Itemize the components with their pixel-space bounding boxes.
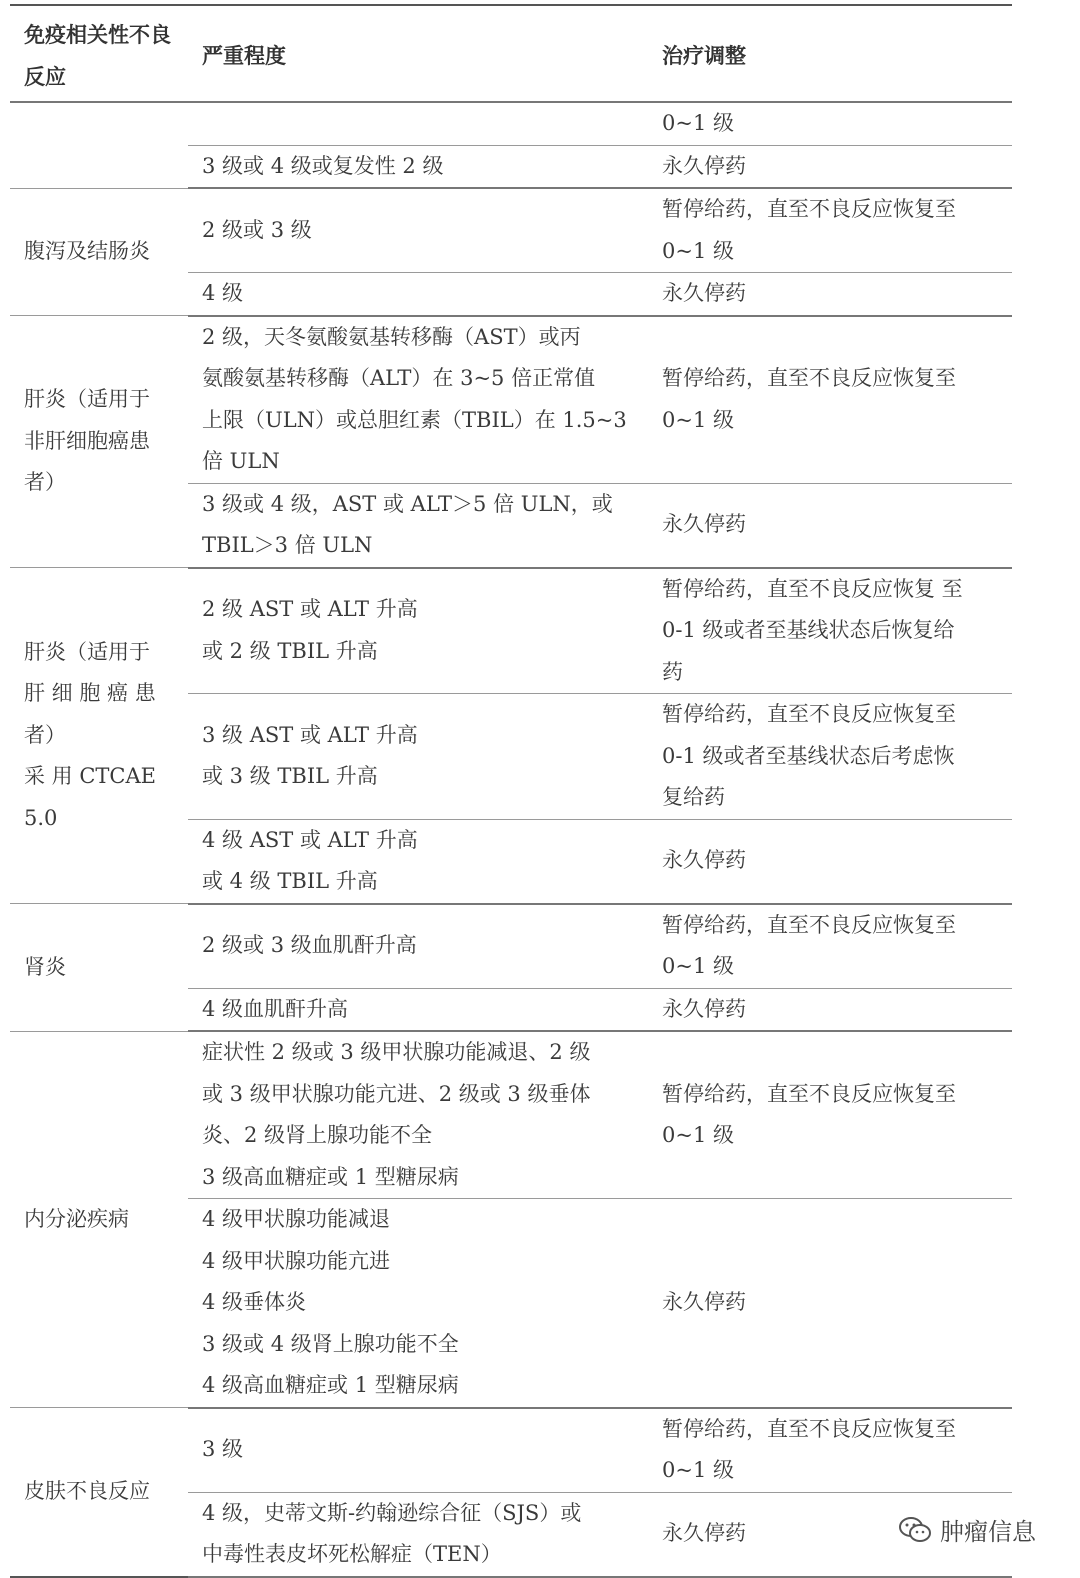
category-cell bbox=[10, 1408, 188, 1577]
category-cell bbox=[10, 102, 188, 188]
action-line: 暂停给药，直至不良反应恢复至 bbox=[662, 366, 956, 390]
category-line: 非肝细胞癌患 bbox=[24, 428, 150, 453]
action-cell bbox=[648, 568, 1012, 694]
category-cell bbox=[10, 568, 188, 904]
category-cell bbox=[10, 1031, 188, 1408]
action-cell bbox=[648, 188, 1012, 273]
severity-line: 上限（ULN）或总胆红素（TBIL）在 1.5~3 bbox=[202, 407, 627, 432]
action-line: 永久停药 bbox=[662, 153, 746, 178]
action-line: 暂停给药，直至不良反应恢复至 bbox=[662, 912, 956, 937]
header-category: 免疫相关性不良反应 bbox=[10, 5, 188, 102]
category-line: 5.0 bbox=[24, 805, 58, 830]
severity-line: 或 2 级 TBIL 升高 bbox=[202, 638, 378, 663]
severity-cell bbox=[188, 694, 648, 820]
action-cell bbox=[648, 145, 1012, 188]
category-line: 采 用 CTCAE bbox=[24, 764, 156, 789]
severity-line: 3 级或 4 级或复发性 2 级 bbox=[202, 153, 444, 178]
action-line: 永久停药 bbox=[662, 1521, 746, 1546]
severity-line: 中毒性表皮坏死松解症（TEN） bbox=[202, 1542, 502, 1566]
action-line: 永久停药 bbox=[662, 1290, 746, 1314]
severity-line: 3 级 bbox=[202, 1437, 244, 1462]
action-cell bbox=[648, 1031, 1012, 1199]
severity-cell bbox=[188, 568, 648, 694]
adverse-reaction-table bbox=[10, 4, 1012, 1578]
severity-cell bbox=[188, 988, 648, 1031]
category-line: 肝炎（适用于 bbox=[24, 639, 150, 664]
severity-line: 2 级或 3 级血肌酐升高 bbox=[202, 933, 417, 958]
severity-cell bbox=[188, 904, 648, 989]
severity-line: 2 级，天冬氨酸氨基转移酶（AST）或丙 bbox=[202, 324, 581, 349]
action-line: 永久停药 bbox=[662, 512, 746, 537]
action-cell bbox=[648, 694, 1012, 820]
action-cell bbox=[648, 102, 1012, 145]
action-cell bbox=[648, 483, 1012, 568]
severity-cell bbox=[188, 1408, 648, 1493]
action-line: 暂停给药，直至不良反应恢复 至 bbox=[662, 576, 963, 601]
severity-line: 4 级血肌酐升高 bbox=[202, 996, 349, 1021]
category-cell bbox=[10, 904, 188, 1032]
header-action: 治疗调整 bbox=[648, 5, 1012, 102]
severity-line: 倍 ULN bbox=[202, 449, 280, 473]
severity-line: 症状性 2 级或 3 级甲状腺功能减退、2 级 bbox=[202, 1040, 591, 1064]
action-cell bbox=[648, 904, 1012, 989]
watermark-label: 肿瘤信息 bbox=[940, 1518, 1036, 1546]
action-line: 药 bbox=[662, 659, 683, 684]
table-row bbox=[10, 568, 1012, 694]
action-line: 暂停给药，直至不良反应恢复至 bbox=[662, 197, 956, 221]
severity-line: 3 级高血糖症或 1 型糖尿病 bbox=[202, 1164, 459, 1189]
action-line: 0~1 级 bbox=[662, 954, 734, 978]
action-cell bbox=[648, 316, 1012, 484]
action-line: 0~1 级 bbox=[662, 407, 734, 432]
severity-line: 2 级 AST 或 ALT 升高 bbox=[202, 597, 418, 622]
action-line: 0~1 级 bbox=[662, 238, 734, 263]
severity-line: 2 级或 3 级 bbox=[202, 217, 312, 242]
table-row bbox=[10, 1408, 1012, 1493]
action-line: 永久停药 bbox=[662, 848, 746, 873]
header-row bbox=[10, 5, 1012, 102]
action-line: 0-1 级或者至基线状态后考虑恢 bbox=[662, 743, 955, 768]
severity-cell bbox=[188, 316, 648, 484]
category-line: 肝炎（适用于 bbox=[24, 387, 150, 412]
severity-cell bbox=[188, 1199, 648, 1408]
severity-cell bbox=[188, 483, 648, 568]
document bbox=[10, 4, 1012, 1578]
severity-cell bbox=[188, 1492, 648, 1577]
table-row bbox=[10, 1031, 1012, 1199]
severity-line: 炎、2 级肾上腺功能不全 bbox=[202, 1123, 433, 1147]
severity-line: TBIL＞3 倍 ULN bbox=[202, 533, 373, 557]
severity-cell bbox=[188, 188, 648, 273]
action-line: 复给药 bbox=[662, 785, 725, 809]
table-body bbox=[10, 102, 1012, 1577]
action-cell bbox=[648, 819, 1012, 904]
action-line: 暂停给药，直至不良反应恢复至 bbox=[662, 1081, 956, 1106]
category-line: 者） bbox=[24, 722, 66, 747]
table-row bbox=[10, 316, 1012, 484]
table-row bbox=[10, 102, 1012, 145]
action-line: 0-1 级或者至基线状态后恢复给 bbox=[662, 618, 955, 642]
severity-cell bbox=[188, 102, 648, 145]
severity-line: 4 级甲状腺功能亢进 bbox=[202, 1248, 391, 1273]
header-severity: 严重程度 bbox=[188, 5, 648, 102]
action-cell bbox=[648, 273, 1012, 316]
severity-line: 4 级甲状腺功能减退 bbox=[202, 1207, 391, 1231]
severity-line: 4 级，史蒂文斯-约翰逊综合征（SJS）或 bbox=[202, 1500, 582, 1525]
severity-line: 或 4 级 TBIL 升高 bbox=[202, 869, 378, 893]
action-line: 永久停药 bbox=[662, 281, 746, 305]
severity-line: 或 3 级 TBIL 升高 bbox=[202, 764, 378, 789]
action-line: 0~1 级 bbox=[662, 1458, 734, 1482]
severity-cell bbox=[188, 1031, 648, 1199]
severity-line: 3 级或 4 级肾上腺功能不全 bbox=[202, 1331, 459, 1356]
severity-cell bbox=[188, 273, 648, 316]
action-line: 暂停给药，直至不良反应恢复至 bbox=[662, 702, 956, 726]
severity-line: 或 3 级甲状腺功能亢进、2 级或 3 级垂体 bbox=[202, 1081, 591, 1106]
category-line: 者） bbox=[24, 470, 66, 495]
table-row bbox=[10, 904, 1012, 989]
severity-line: 4 级 AST 或 ALT 升高 bbox=[202, 827, 418, 852]
category-line: 腹泻及结肠炎 bbox=[24, 239, 150, 263]
category-cell bbox=[10, 188, 188, 316]
category-line: 肾炎 bbox=[24, 954, 66, 979]
category-line: 皮肤不良反应 bbox=[24, 1479, 150, 1503]
action-cell bbox=[648, 1199, 1012, 1408]
category-line: 内分泌疾病 bbox=[24, 1206, 129, 1231]
severity-cell bbox=[188, 819, 648, 904]
table-row bbox=[10, 188, 1012, 273]
severity-line: 氨酸氨基转移酶（ALT）在 3~5 倍正常值 bbox=[202, 366, 596, 390]
severity-line: 4 级垂体炎 bbox=[202, 1290, 307, 1314]
watermark bbox=[898, 1512, 1036, 1547]
action-cell bbox=[648, 988, 1012, 1031]
category-cell bbox=[10, 316, 188, 568]
category-line: 肝 细 胞 癌 患 bbox=[24, 681, 156, 706]
severity-line: 4 级 bbox=[202, 281, 244, 305]
action-line: 0~1 级 bbox=[662, 1123, 734, 1147]
action-cell bbox=[648, 1408, 1012, 1493]
severity-line: 3 级 AST 或 ALT 升高 bbox=[202, 722, 418, 747]
severity-cell bbox=[188, 145, 648, 188]
severity-line: 3 级或 4 级，AST 或 ALT＞5 倍 ULN，或 bbox=[202, 491, 613, 516]
severity-line: 4 级高血糖症或 1 型糖尿病 bbox=[202, 1373, 459, 1397]
action-line: 暂停给药，直至不良反应恢复至 bbox=[662, 1416, 956, 1441]
action-line: 0~1 级 bbox=[662, 111, 734, 135]
severity-line bbox=[202, 103, 644, 145]
wechat-icon bbox=[898, 1516, 932, 1544]
action-line: 永久停药 bbox=[662, 996, 746, 1021]
